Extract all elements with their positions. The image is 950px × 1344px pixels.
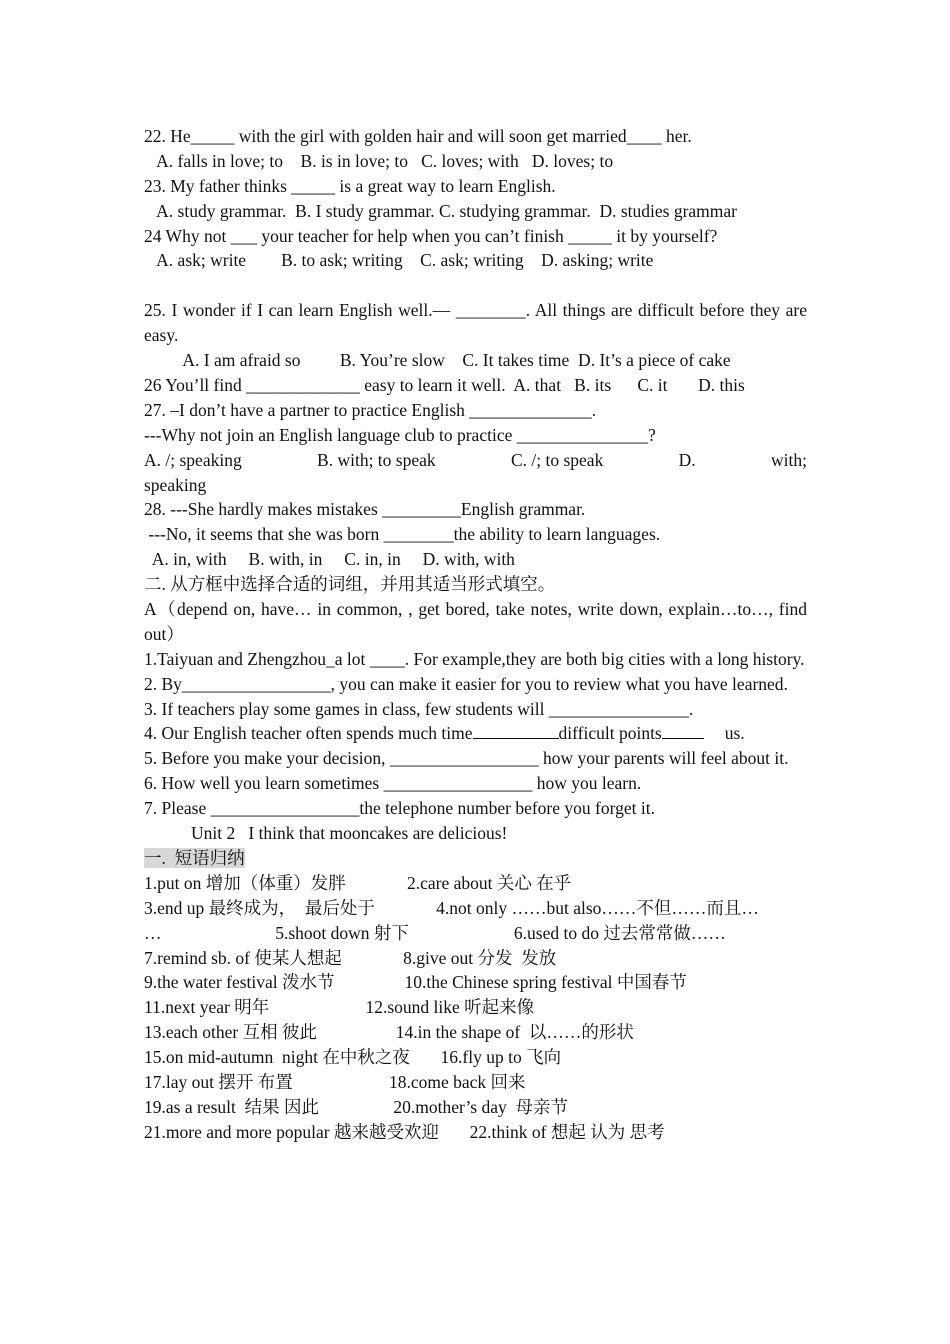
question-24: 24 Why not ___ your teacher for help when you can’t finish _____ it by yourself? xyxy=(144,225,718,246)
blank xyxy=(473,721,559,739)
blank xyxy=(662,721,704,739)
section-heading xyxy=(144,846,807,871)
phrase-line: … 5.shoot down 射下 6.used to do 过去常常做…… xyxy=(144,922,726,943)
question-22-options: A. falls in love; to B. is in love; to C. loves; with D. loves; to xyxy=(144,150,614,171)
phrase-line: 1.put on 增加（体重）发胖 2.care about 关心 在乎 xyxy=(144,872,572,893)
question-27: 27. –I don’t have a partner to practice English ______________. xyxy=(144,399,597,420)
question-28: 28. ---She hardly makes mistakes _________English grammar. xyxy=(144,499,586,520)
question-27-reply: ---Why not join an English language club to practice _______________? xyxy=(144,424,656,445)
sentence-2: 2. By_________________, you can make it easier for you to review what you have learned. xyxy=(144,673,788,694)
sentence-1: 1.Taiyuan and Zhengzhou_a lot ____. For example,they are both big cities with a long history. xyxy=(144,648,805,669)
option-b: B. with; to speak xyxy=(317,449,436,470)
phrase-line: 9.the water festival 泼水节 10.the Chinese spring festival 中国春节 xyxy=(144,972,687,993)
blank-line xyxy=(144,273,807,298)
question-26: 26 You’ll find _____________ easy to learn it well. A. that B. its C. it D. this xyxy=(144,374,745,395)
sentence-4-end: us. xyxy=(724,723,745,744)
phrase-line: 7.remind sb. of 使某人想起 8.give out 分发 发放 xyxy=(144,947,557,968)
unit-title: Unit 2 I think that mooncakes are delicious! xyxy=(191,823,508,844)
part2-heading: 二. 从方框中选择合适的词组，并用其适当形式填空。 xyxy=(144,574,556,595)
section-heading-text: 一. 短语归纳 xyxy=(144,847,245,868)
phrase-list xyxy=(144,871,807,1145)
phrase-line: 15.on mid-autumn night 在中秋之夜 16.fly up to 飞向 xyxy=(144,1047,562,1068)
sentence-3: 3. If teachers play some games in class, few students will ________________. xyxy=(144,698,694,719)
sentence-4-middle: difficult points xyxy=(558,723,662,744)
worksheet-page xyxy=(144,124,807,1145)
question-25-options: A. I am afraid so B. You’re slow C. It takes time D. It’s a piece of cake xyxy=(144,350,731,371)
question-23-options: A. study grammar. B. I study grammar. C. studying grammar. D. studies grammar xyxy=(144,200,737,221)
phrase-line: 13.each other 互相 彼此 14.in the shape of 以……的形状 xyxy=(144,1022,634,1043)
question-24-options: A. ask; write B. to ask; writing C. ask; writing D. asking; write xyxy=(144,250,654,271)
question-25: 25. I wonder if I can learn English well.— ________. All things are difficult before they are easy. xyxy=(144,300,807,346)
phrase-line: 19.as a result 结果 因此 20.mother’s day 母亲节 xyxy=(144,1096,569,1117)
phrase-line: 21.more and more popular 越来越受欢迎 22.think of 想起 认为 思考 xyxy=(144,1121,665,1142)
option-c: C. /; to speak xyxy=(510,449,604,470)
sentence-6: 6. How well you learn sometimes _________________ how you learn. xyxy=(144,773,642,794)
phrase-box: A（depend on, have… in common, , get bored, take notes, write down, explain…to…, find out） xyxy=(144,598,807,644)
question-28-options: A. in, with B. with, in C. in, in D. with, with xyxy=(144,549,515,570)
option-d-label: D. xyxy=(678,449,696,470)
question-28-reply: ---No, it seems that she was born ________the ability to learn languages. xyxy=(144,524,661,545)
sentence-7: 7. Please _________________the telephone number before you forget it. xyxy=(144,798,655,819)
question-23: 23. My father thinks _____ is a great way to learn English. xyxy=(144,175,556,196)
phrase-line: 3.end up 最终成为， 最后处于 4.not only ……but also……不但……而且… xyxy=(144,897,759,918)
phrase-line: 11.next year 明年 12.sound like 听起来像 xyxy=(144,997,535,1018)
question-27-option-d-cont: speaking xyxy=(144,474,207,495)
sentence-5: 5. Before you make your decision, _________________ how your parents will feel about it. xyxy=(144,748,789,769)
sentence-4 xyxy=(144,721,807,746)
option-d-text: with; xyxy=(771,449,807,470)
phrase-line: 17.lay out 摆开 布置 18.come back 回来 xyxy=(144,1071,526,1092)
question-22: 22. He_____ with the girl with golden hair and will soon get married____ her. xyxy=(144,126,692,146)
question-27-options xyxy=(144,448,807,473)
sentence-4-start: 4. Our English teacher often spends much time xyxy=(144,723,473,744)
option-a: A. /; speaking xyxy=(144,449,242,470)
